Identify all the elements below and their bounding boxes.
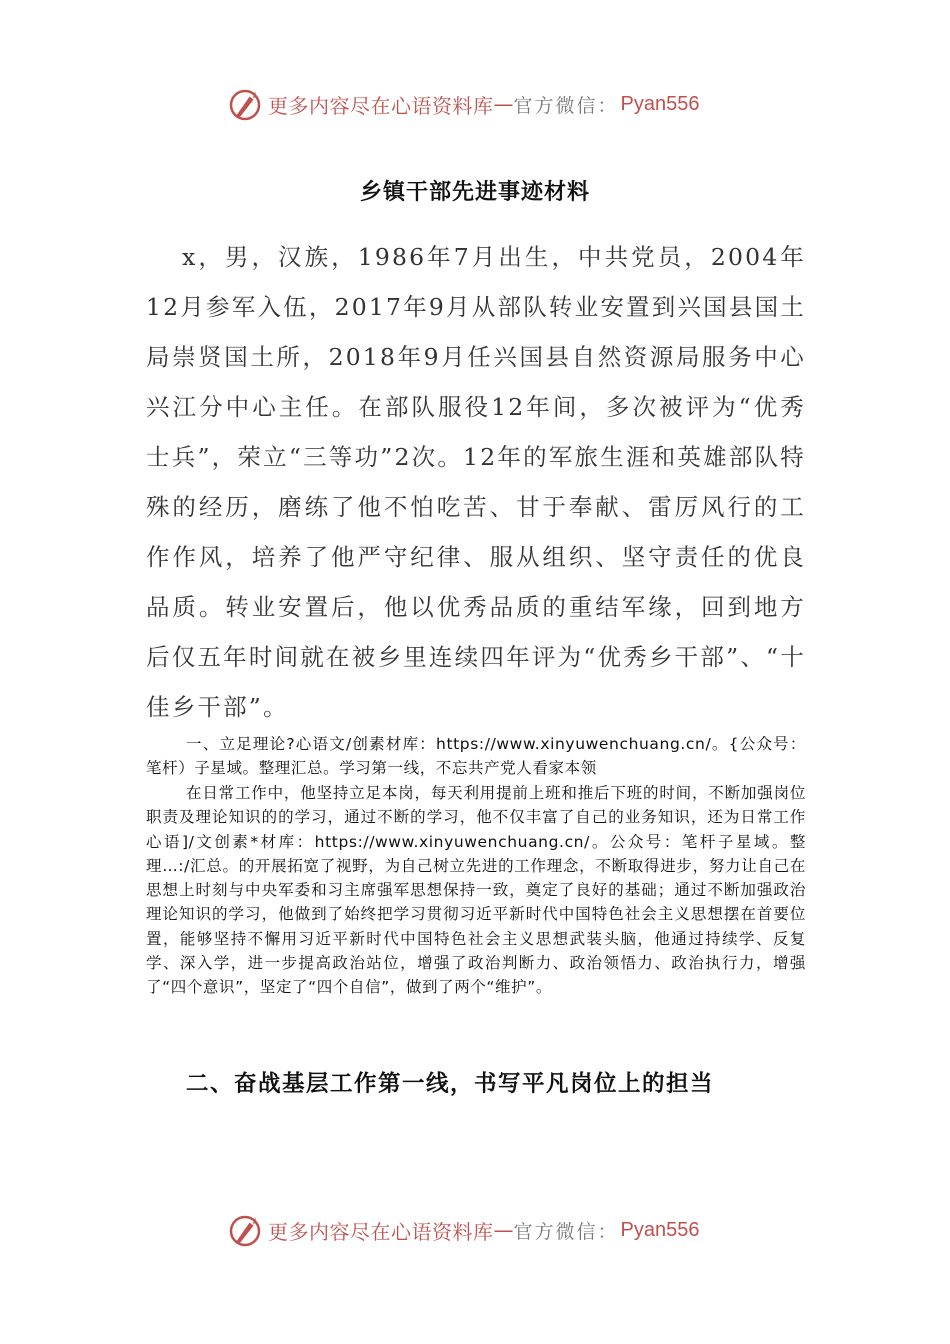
- section-2-heading: 二、奋战基层工作第一线，书写平凡岗位上的担当: [186, 1071, 715, 1097]
- pen-nib-logo-icon: [228, 1212, 264, 1248]
- document-title: 乡镇干部先进事迹材料: [359, 180, 590, 205]
- banner-label: 官方微信：: [513, 1220, 619, 1243]
- banner-wechat-id: Pyan556: [620, 92, 700, 115]
- banner-text: 更多内容尽在心语资料库: [268, 1219, 494, 1244]
- banner-separator: —: [493, 1218, 514, 1242]
- banner-wechat-id: Pyan556: [620, 1218, 700, 1241]
- banner-text: 更多内容尽在心语资料库: [268, 93, 494, 118]
- section-1-heading: 一、立足理论?心语文/创素材库：https://www.xinyuwenchuang.cn/。{公众号：笔杆）子星域。整理汇总。学习第一线，不忘共产党人看家本领: [146, 735, 806, 778]
- intro-paragraph: x，男，汉族，1986年7月出生，中共党员，2004年12月参军入伍，2017年9月从部队转业安置到兴国县国土局崇贤国土所，2018年9月任兴国县自然资源局服务中心兴江分中心主任。在部队服役12年间，多次被评为“优秀士兵”，荣立“三等功”2次。12年的军旅生涯和英雄部队特殊的经历，磨练了他不怕吃苦、甘于奉献、雷厉风行的工作作风，培养了他严守纪律、服从组织、坚守责任的优良品质。转业安置后，他以优秀品质的重结军缘，回到地方后仅五年时间就在被乡里连续四年评为“优秀乡干部”、“十佳乡干部”。: [146, 243, 806, 721]
- section-1-body: 在日常工作中，他坚持立足本岗，每天利用提前上班和推后下班的时间，不断加强岗位职责及理论知识的的学习，通过不断的学习，他不仅丰富了自己的业务知识，还为日常工作心语]/文创素*材库：https://www.xinyuwenchuang.cn/。公众号：笔杆子星域。整理…:/汇总。的开展拓宽了视野，为自己树立先进的工作理念，不断取得进步，努力让自己在思想上时刻与中央军委和习主席强军思想保持一致，奠定了良好的基础；通过不断加强政治理论知识的学习，他做到了始终把学习贯彻习近平新时代中国特色社会主义思想摆在首要位置，能够坚持不懈用习近平新时代中国特色社会主义思想武装头脑，他通过持续学、反复学、深入学，进一步提高政治站位，增强了政治判断力、政治领悟力、政治执行力，增强了“四个意识”，坚定了“四个自信”，做到了两个“维护”。: [146, 784, 806, 997]
- banner-separator: —: [493, 92, 514, 116]
- banner-label: 官方微信：: [513, 94, 619, 117]
- pen-nib-logo-icon: [228, 86, 264, 122]
- footer-banner: [228, 1210, 699, 1250]
- header-banner: [228, 84, 699, 124]
